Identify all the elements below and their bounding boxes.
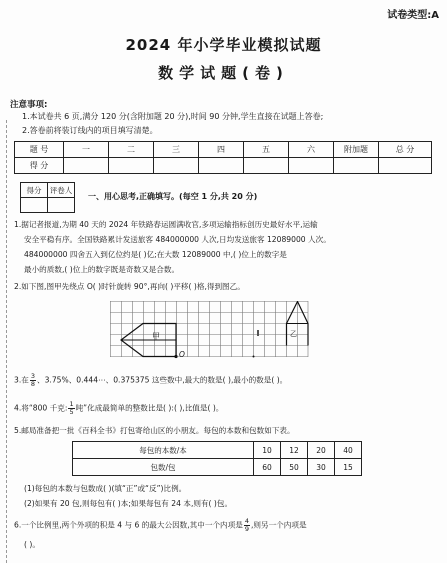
books-cell: 10 [254, 442, 281, 459]
score-table-header: 附加题 [334, 142, 379, 158]
notice-heading: 注意事项: [10, 100, 48, 110]
q5-sub-2: (2)如果有 20 包,则每包有( )本;如果每包有 24 本,则有( )包。 [24, 499, 233, 508]
books-cell: 12 [281, 442, 308, 459]
q4-prefix: 4.将“800 千克: [14, 403, 68, 413]
exam-title: 2024 年小学毕业模拟试题 [125, 36, 322, 54]
score-table-row-label: 题 号 [15, 142, 64, 158]
q4-rest: 吨”化成最简单的整数比是( ):( ),比值是( )。 [75, 403, 224, 413]
q4-frac-den: 5 [69, 408, 74, 416]
q6-line [14, 518, 307, 533]
score-table-header: 六 [289, 142, 334, 158]
q6-fraction [244, 518, 250, 533]
grader-score-cell[interactable] [21, 198, 48, 213]
q4-line [14, 401, 223, 416]
exam-subtitle: 数学试题(卷) [158, 64, 289, 82]
score-cell[interactable] [109, 158, 154, 174]
q5-line: 5.邮局准备把一批《百科全书》打包寄给山区的小朋友。每包的本数和包数如下表。 [14, 426, 295, 435]
label-yi: 乙 [290, 330, 297, 338]
notice-item-2: 2.答卷前将装订线内的项目填写清楚。 [22, 126, 158, 135]
q1-line-3: 484000000 四舍五入到亿位约是( )亿;在大数 12089000 中,( )位上的数字是 [24, 250, 287, 259]
q2-line: 2.如下图,图甲先绕点 O( )时针旋转 90°,再向( )平移( )格,得到图乙。 [14, 282, 245, 291]
grid-svg [110, 301, 310, 367]
notice-item-1: 1.本试卷共 6 页,满分 120 分(含附加题 20 分),时间 90 分钟,学生直接在试题上答卷; [22, 112, 324, 121]
point-o [174, 355, 177, 358]
score-cell[interactable] [154, 158, 199, 174]
score-table-header: 五 [244, 142, 289, 158]
q6-prefix: 6.一个比例里,两个外项的积是 4 与 6 的最大公因数,其中一个内项是 [14, 520, 243, 530]
score-table-header: 一 [64, 142, 109, 158]
score-cell[interactable] [379, 158, 432, 174]
score-table-row-label: 得 分 [15, 158, 64, 174]
q4-fraction [68, 401, 74, 416]
books-row-label: 每包的本数/本 [73, 442, 254, 459]
score-cell[interactable] [334, 158, 379, 174]
score-cell[interactable] [199, 158, 244, 174]
q5-books-table [72, 441, 362, 476]
score-cell[interactable] [289, 158, 334, 174]
grader-name-label: 评卷人 [48, 183, 75, 198]
grader-score-label: 得分 [21, 183, 48, 198]
label-o: O [179, 350, 185, 359]
score-table-header: 总 分 [379, 142, 432, 158]
q3-frac-den: 8 [30, 380, 35, 388]
books-cell: 15 [335, 459, 362, 476]
q1-line-4: 最小的质数,( )位上的数字既是奇数又是合数。 [24, 265, 180, 274]
books-cell: 40 [335, 442, 362, 459]
grader-name-cell[interactable] [48, 198, 75, 213]
q4-frac-num: 1 [69, 400, 74, 408]
score-cell[interactable] [64, 158, 109, 174]
q2-grid-figure [110, 301, 310, 371]
books-cell: 50 [281, 459, 308, 476]
books-cell: 60 [254, 459, 281, 476]
label-jia: 甲 [152, 332, 160, 341]
score-table [14, 141, 432, 174]
q3-line [14, 373, 287, 388]
q1-line-1: 1.据记者报道,为期 40 天的 2024 年铁路春运圆满收官,多项运输指标创历史最好水平,运输 [14, 220, 318, 229]
q3-frac-num: 3 [30, 372, 35, 380]
q6-frac-den: 9 [244, 525, 249, 533]
q1-line-2: 安全平稳有序。全国铁路累计发送旅客 484000000 人次,日均发送旅客 12089000 人次。 [24, 235, 331, 244]
q3-rest: 、3.75%、0.444⋯、0.375375 这些数中,最大的数是( ),最小的数是( )。 [36, 375, 288, 385]
books-row-label: 包数/包 [73, 459, 254, 476]
score-cell[interactable] [244, 158, 289, 174]
q6-frac-num: 4 [244, 517, 249, 525]
q3-fraction [30, 373, 36, 388]
q5-sub-1: (1)每包的本数与包数成( )(填“正”或“反”)比例。 [24, 484, 187, 493]
binding-line [0, 120, 7, 563]
books-cell: 20 [308, 442, 335, 459]
score-table-header: 二 [109, 142, 154, 158]
q3-prefix: 3.在 [14, 375, 29, 385]
q6-rest: ,则另一个内项是 [250, 520, 307, 530]
tick-mark [257, 330, 259, 336]
score-table-header: 四 [199, 142, 244, 158]
dot-mark [253, 356, 255, 358]
grader-box [20, 182, 75, 213]
paper-type-label: 试卷类型:A [387, 10, 439, 21]
q6-line-2: ( )。 [24, 540, 40, 549]
score-table-header: 三 [154, 142, 199, 158]
section-1-heading: 一、用心思考,正确填写。(每空 1 分,共 20 分) [88, 192, 258, 201]
books-cell: 30 [308, 459, 335, 476]
